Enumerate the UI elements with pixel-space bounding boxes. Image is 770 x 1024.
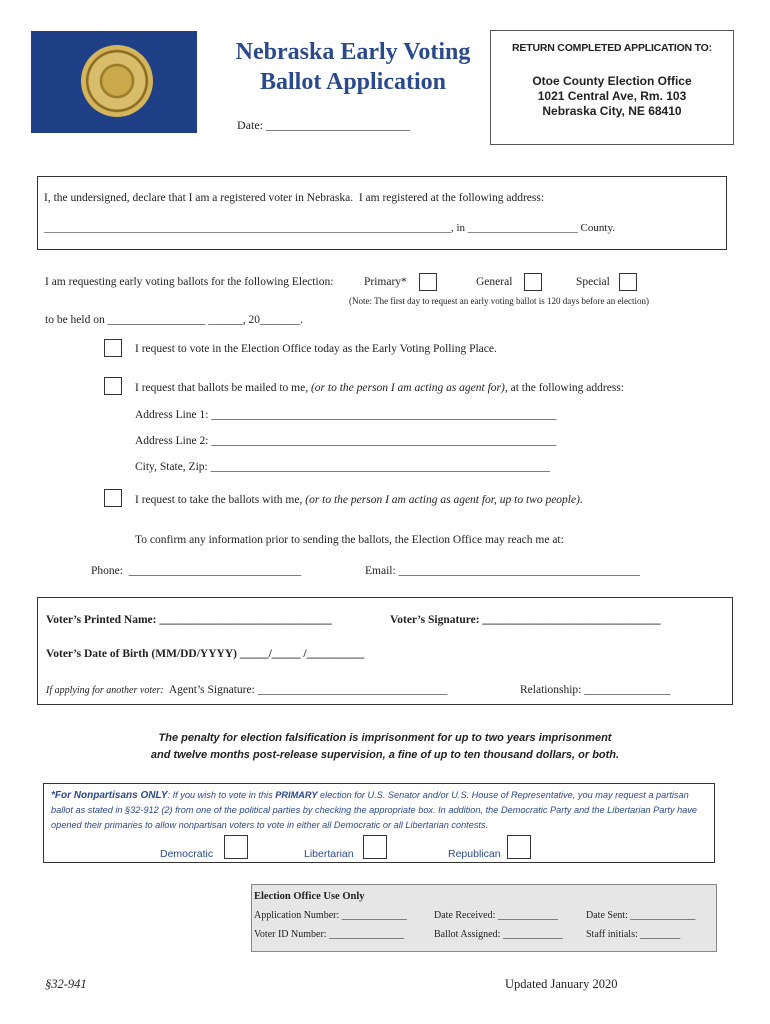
mail-agent-note: (or to the person I am acting as agent for), [310,382,508,394]
ballot-assigned-field: Ballot Assigned: ____________ [434,929,563,940]
updated-date: Updated January 2020 [505,977,618,991]
libertarian-checkbox[interactable] [363,835,387,859]
nonpartisan-text-a: : If you wish to vote in this [167,790,276,800]
voter-id-field: Voter ID Number: _______________ [254,929,405,940]
return-address [491,74,733,119]
phone-field[interactable]: Phone: ______________________________ [91,565,302,577]
staff-initials-field: Staff initials: ________ [586,929,681,940]
republican-label: Republican [448,848,501,860]
declaration-box [37,176,727,250]
address-line-1-field[interactable]: Address Line 1: ____________________________________________________________ [135,409,557,421]
agent-prefix: If applying for another voter: [46,685,164,696]
take-ballot-label [135,494,583,506]
state-seal-icon [81,45,153,117]
penalty-line-2: and twelve months post-release supervision, a fine of up to ten thousand dollars, or both. [150,749,620,761]
penalty-statement [0,730,770,764]
election-note: (Note: The first day to request an early voting ballot is 120 days before an election) [349,296,649,306]
democratic-label: Democratic [160,848,214,860]
vote-in-office-checkbox[interactable] [104,339,122,357]
title-line-2: Ballot Application [259,69,447,95]
general-checkbox[interactable] [524,273,542,291]
voter-signature-field[interactable]: Voter’s Signature: _______________________________ [390,614,661,626]
office-street: 1021 Central Ave, Rm. 103 [537,89,687,103]
return-address-box [490,30,734,145]
agent-signature-field[interactable]: Agent’s Signature: _________________________________ [163,684,448,696]
mail-ballot-label [135,382,624,394]
return-heading: RETURN COMPLETED APPLICATION TO: [512,42,712,54]
take-ballot-checkbox[interactable] [104,489,122,507]
relationship-field[interactable]: Relationship: _______________ [520,684,671,696]
agent-row [46,684,447,696]
page-title [218,37,488,97]
voter-dob-field[interactable]: Voter’s Date of Birth (MM/DD/YYYY) _____/_____ /__________ [46,648,365,660]
nonpartisan-text-b: election for U.S. Senator and/or U.S. House of Representative, you may request a partisan ballot as stated in §32-912 (2) from one of the political parties by checking the appropriate box. In addition, the Democratic Party and the Libertarian Party have opened their primaries to allow nonpartisan voters to vote in either all Democratic or all Libertarian contests. [51,790,698,830]
nebraska-flag [31,31,197,133]
date-received-field: Date Received: ____________ [434,910,558,921]
date-field[interactable]: Date: ________________________ [237,118,410,132]
mail-ballot-checkbox[interactable] [104,377,122,395]
democratic-checkbox[interactable] [224,835,248,859]
election-date-field[interactable]: to be held on _________________ ______, 20_______. [45,314,304,326]
vote-in-office-label: I request to vote in the Election Office today as the Early Voting Polling Place. [135,343,497,355]
mail-prefix: I request that ballots be mailed to me, [135,382,311,394]
declaration-statement: I, the undersigned, declare that I am a registered voter in Nebraska. I am registered at the following address: [44,192,545,204]
office-use-box [251,884,717,952]
nonpartisan-primary-word: PRIMARY [275,790,318,800]
special-label: Special [576,276,610,288]
nonpartisan-lead: *For Nonpartisans ONLY [51,790,168,801]
application-number-field: Application Number: _____________ [254,910,407,921]
primary-label: Primary* [364,276,407,288]
date-sent-field: Date Sent: _____________ [586,910,696,921]
general-label: General [476,276,513,288]
registered-address-field[interactable]: __________________________________________________________________________, in ____________________ County. [44,222,615,234]
penalty-line-1: The penalty for election falsification is imprisonment for up to two years imprisonment [158,732,612,744]
office-city: Nebraska City, NE 68410 [542,104,682,118]
voter-printed-name-field[interactable]: Voter’s Printed Name: ______________________________ [46,614,332,626]
mail-suffix: at the following address: [507,382,624,394]
statute-reference: §32-941 [45,977,87,991]
take-agent-note: (or to the person I am acting as agent for, up to two people). [305,494,583,506]
take-prefix: I request to take the ballots with me, [135,494,306,506]
office-name: Otoe County Election Office [532,74,692,88]
election-request-text: I am requesting early voting ballots for the following Election: [45,276,334,288]
title-line-1: Nebraska Early Voting [235,39,471,65]
libertarian-label: Libertarian [304,848,354,860]
special-checkbox[interactable] [619,273,637,291]
office-use-heading: Election Office Use Only [254,891,365,902]
address-line-2-field[interactable]: Address Line 2: ____________________________________________________________ [135,435,557,447]
email-field[interactable]: Email: __________________________________________ [365,565,641,577]
city-state-zip-field[interactable]: City, State, Zip: ___________________________________________________________ [135,461,550,473]
primary-checkbox[interactable] [419,273,437,291]
confirm-text: To confirm any information prior to sending the ballots, the Election Office may reach me at: [135,534,564,546]
voter-signature-box [37,597,733,705]
republican-checkbox[interactable] [507,835,531,859]
